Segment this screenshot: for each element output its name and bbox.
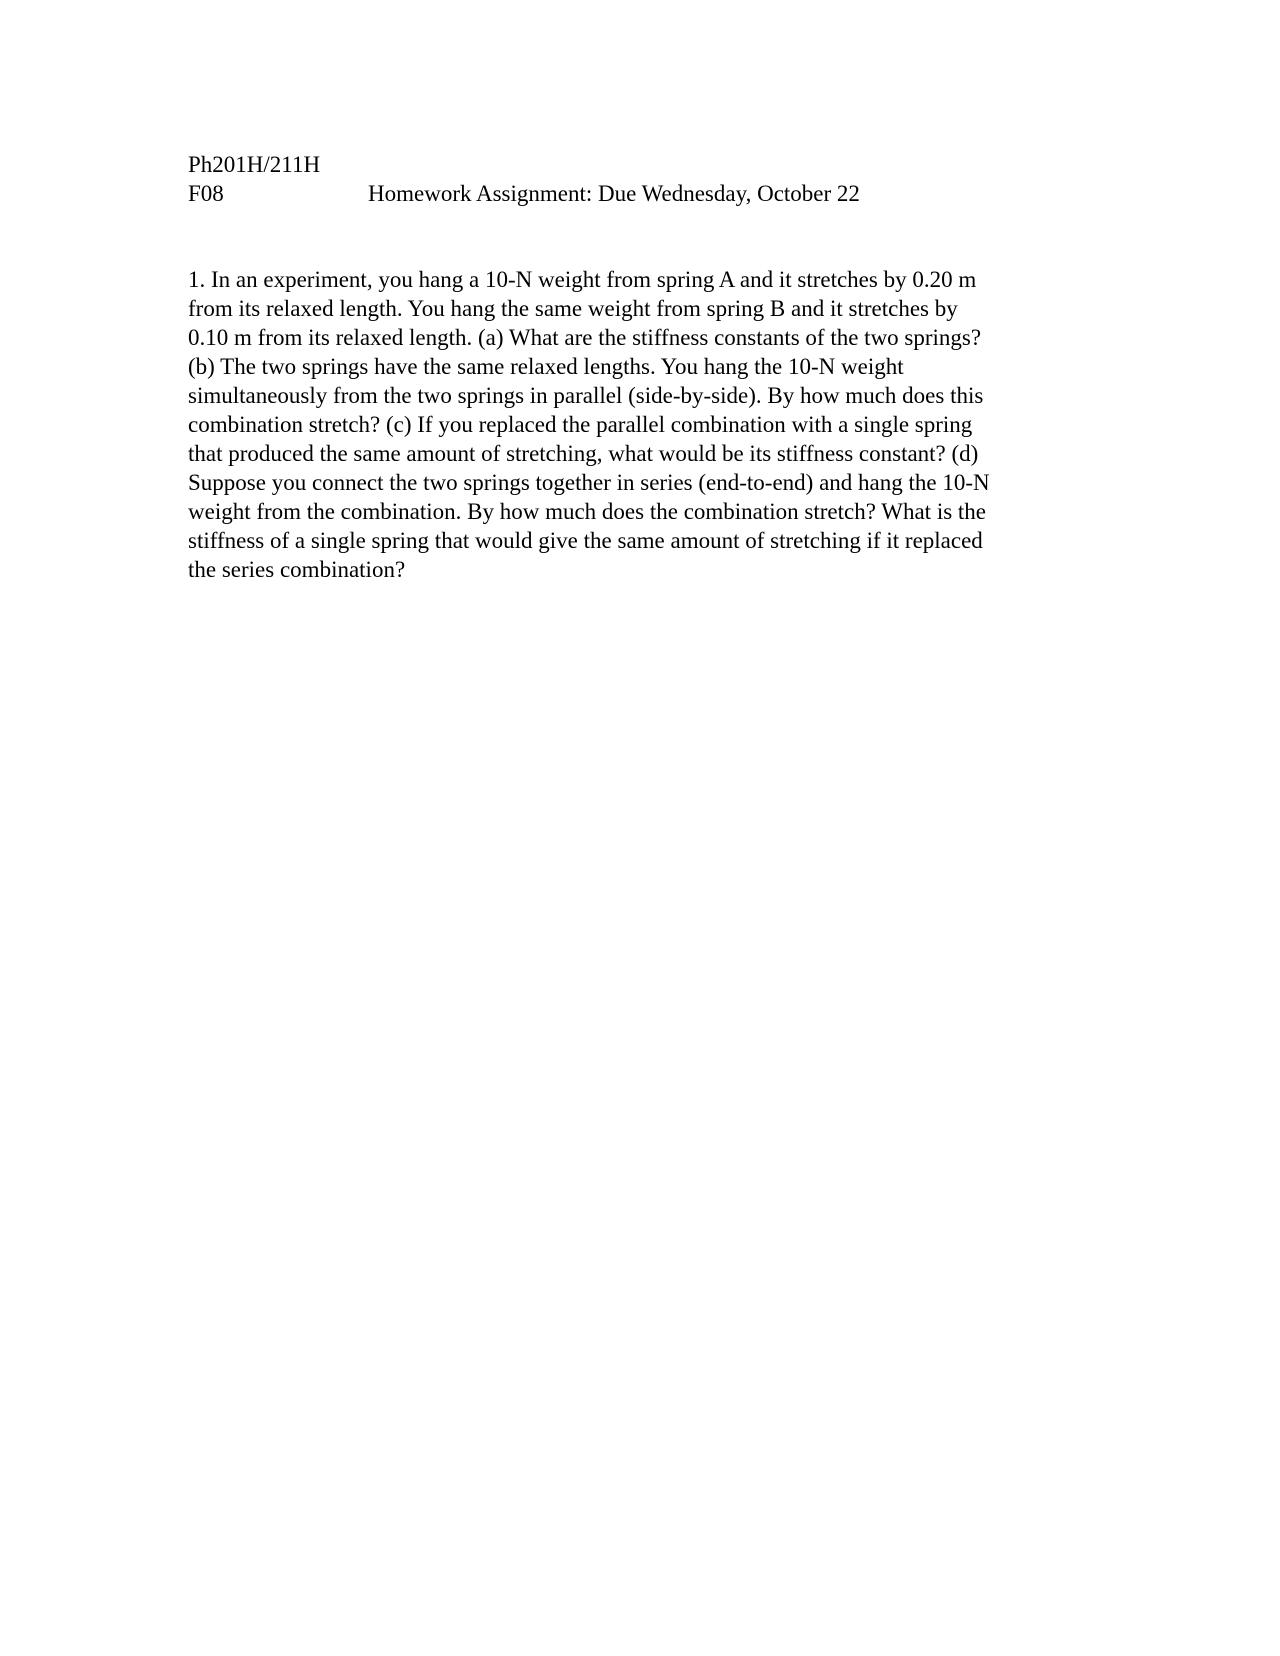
assignment-title: Homework Assignment: Due Wednesday, October 22 — [368, 181, 860, 206]
problem-line: from its relaxed length. You hang the same weight from spring B and it stretches by — [188, 296, 958, 321]
problem-1 — [188, 265, 1068, 584]
term-code: F08 — [188, 181, 224, 206]
problem-line: simultaneously from the two springs in parallel (side-by-side). By how much does this — [188, 383, 984, 408]
problem-line: weight from the combination. By how much does the combination stretch? What is the — [188, 499, 987, 524]
term-line — [188, 179, 1088, 208]
problem-line: 1. In an experiment, you hang a 10-N weight from spring A and it stretches by 0.20 m — [188, 267, 977, 292]
course-line — [188, 150, 1088, 179]
document-header — [188, 150, 1088, 208]
problem-line: the series combination? — [188, 557, 406, 582]
problem-line: that produced the same amount of stretching, what would be its stiffness constant? (d) — [188, 441, 979, 466]
problem-line: 0.10 m from its relaxed length. (a) What are the stiffness constants of the two springs? — [188, 325, 982, 350]
problem-line: stiffness of a single spring that would give the same amount of stretching if it replaced — [188, 528, 983, 553]
problem-line: combination stretch? (c) If you replaced the parallel combination with a single spring — [188, 412, 973, 437]
course-code: Ph201H/211H — [188, 152, 321, 177]
problem-line: (b) The two springs have the same relaxed lengths. You hang the 10-N weight — [188, 354, 904, 379]
problem-line: Suppose you connect the two springs together in series (end-to-end) and hang the 10-N — [188, 470, 990, 495]
